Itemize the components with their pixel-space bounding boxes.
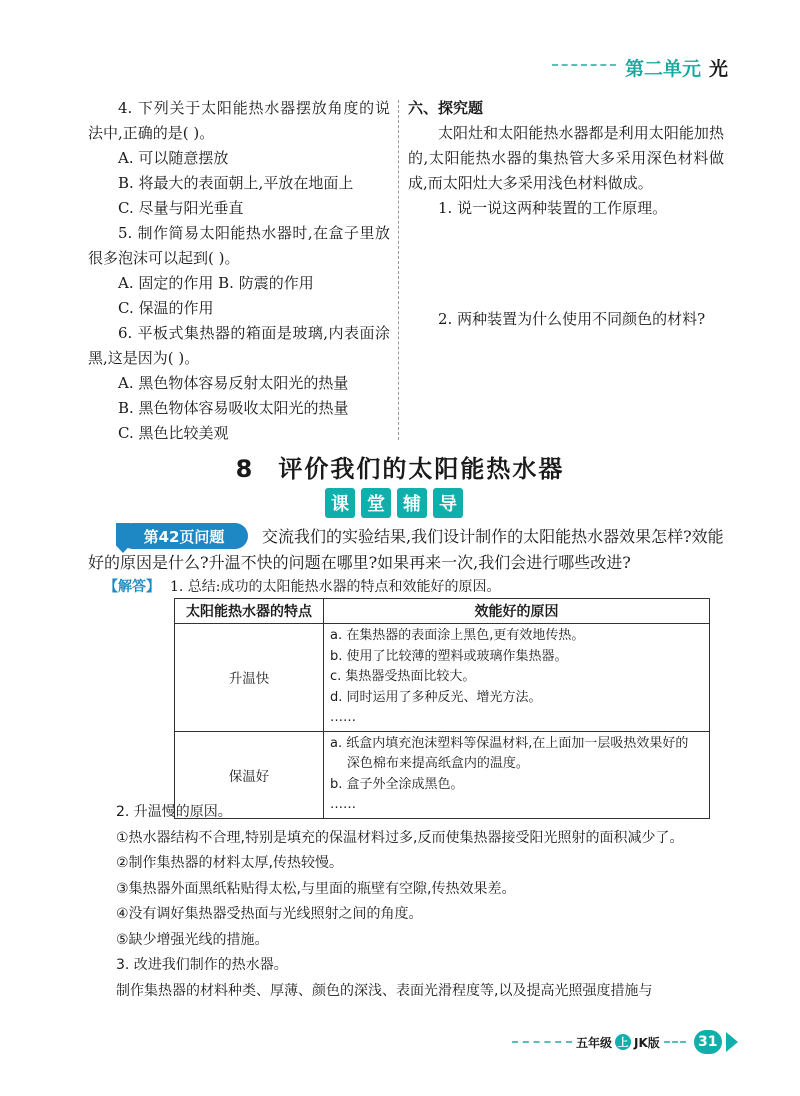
answer-table <box>174 598 710 819</box>
answer-space <box>408 221 724 307</box>
answer-body <box>88 800 724 1004</box>
inquiry-passage: 太阳灶和太阳能热水器都是利用太阳能加热的,太阳能热水器的集热管大多采用深色材料做成,而太阳灶大多采用浅色材料做成。 <box>408 124 724 192</box>
part2-title: 2. 升温慢的原因。 <box>116 804 232 820</box>
part2-item: ④没有调好集热器受热面与光线照射之间的角度。 <box>116 906 423 922</box>
grade-label <box>576 1034 660 1051</box>
question-line-2: 能好的原因是什么?升温不快的问题在哪里?如果再来一次,我们会进行哪些改进? <box>88 527 724 572</box>
reason-item: a. 在集热器的表面涂上黑色,更有效地传热。 <box>330 628 585 643</box>
part2-item: ②制作集热器的材料太厚,传热较慢。 <box>116 855 344 871</box>
feature-cell: 保温好 <box>175 731 324 818</box>
page-question-badge <box>120 523 248 549</box>
answer-option: B. 黑色物体容易吸收太阳光的热量 <box>118 399 349 417</box>
unit-name: 第二单元 <box>624 58 701 80</box>
banner-char: 导 <box>433 488 463 518</box>
lesson-title <box>0 449 800 484</box>
column-divider <box>398 100 399 440</box>
reason-item: b. 使用了比较薄的塑料或玻璃作集热器。 <box>330 648 568 664</box>
left-column <box>88 96 390 446</box>
table-header-row <box>175 599 710 624</box>
reason-item: …… <box>330 710 356 725</box>
part2-item: ⑤缺少增强光线的措施。 <box>116 931 269 948</box>
question-stem: 4. 下列关于太阳能热水器摆放角度的说法中,正确的是( )。 <box>88 99 390 142</box>
table-header: 太阳能热水器的特点 <box>175 599 324 624</box>
inquiry-question-2: 2. 两种装置为什么使用不同颜色的材料? <box>438 310 706 328</box>
question-stem: 5. 制作简易太阳能热水器时,在盒子里放很多泡沫可以起到( )。 <box>88 224 390 267</box>
lesson-number: 8 <box>235 455 255 483</box>
answer-option: A. 固定的作用 B. 防震的作用 <box>118 274 314 292</box>
inquiry-question-1: 1. 说一说这两种装置的工作原理。 <box>438 199 668 217</box>
unit-header <box>625 54 728 81</box>
feature-cell: 升温快 <box>175 624 324 732</box>
answer-option: A. 可以随意摆放 <box>118 149 229 167</box>
answer-intro <box>104 576 501 598</box>
reason-item: …… <box>330 797 356 812</box>
lesson-title-text: 评价我们的太阳能热水器 <box>278 455 565 483</box>
page-number: 31 <box>694 1030 722 1054</box>
section-banner <box>325 488 463 518</box>
grade-text: 五年级 <box>576 1035 613 1050</box>
reason-item: c. 集热器受热面比较大。 <box>330 669 476 684</box>
volume-badge: 上 <box>615 1034 631 1050</box>
table-row <box>175 624 710 732</box>
unit-topic: 光 <box>708 58 728 80</box>
banner-char: 堂 <box>361 488 391 518</box>
reason-item: d. 同时运用了多种反光、增光方法。 <box>330 689 542 705</box>
banner-char: 课 <box>325 488 355 518</box>
answer-option: C. 黑色比较美观 <box>118 424 229 442</box>
answer-option: C. 尽量与阳光垂直 <box>118 199 244 217</box>
question-stem: 6. 平板式集热器的箱面是玻璃,内表面涂黑,这是因为( )。 <box>88 324 390 367</box>
answer-option: B. 将最大的表面朝上,平放在地面上 <box>118 174 354 192</box>
page-footer <box>512 1030 738 1054</box>
reason-item: b. 盒子外全涂成黑色。 <box>330 776 464 792</box>
answer-option: C. 保温的作用 <box>118 299 214 317</box>
answer-option: A. 黑色物体容易反射太阳光的热量 <box>118 374 349 392</box>
right-column <box>408 96 724 332</box>
answer-label: 【解答】 <box>104 579 160 595</box>
footer-dashed-line <box>664 1041 686 1043</box>
edition-text: JK版 <box>634 1035 660 1050</box>
footer-dashed-line <box>512 1041 572 1043</box>
header-dashed-line <box>552 64 616 66</box>
part2-item: ①热水器结构不合理,特别是填充的保温材料过多,反而使集热器接受阳光照射的面积减少了。 <box>116 829 684 846</box>
part2-item: ③集热器外面黑纸粘贴得太松,与里面的瓶壁有空隙,传热效果差。 <box>116 880 516 897</box>
table-header: 效能好的原因 <box>324 599 710 624</box>
question-line-1: 交流我们的实验结果,我们设计制作的太阳能热水器效果怎样?效 <box>262 527 708 546</box>
banner-char: 辅 <box>397 488 427 518</box>
badge-label: 第42页问题 <box>143 527 225 546</box>
reason-item: a. 纸盒内填充泡沫塑料等保温材料,在上面加一层吸热效果好的深色棉布来提高纸盒内的温度。 <box>330 735 689 771</box>
section-title: 六、探究题 <box>408 99 484 117</box>
reasons-cell <box>324 624 710 732</box>
page-arrow-icon <box>726 1032 738 1052</box>
part3-text: 制作集热器的材料种类、厚薄、颜色的深浅、表面光滑程度等,以及提高光照强度措施与 <box>116 982 653 999</box>
answer-intro-text: 1. 总结:成功的太阳能热水器的特点和效能好的原因。 <box>170 579 501 595</box>
part3-title: 3. 改进我们制作的热水器。 <box>116 957 288 973</box>
